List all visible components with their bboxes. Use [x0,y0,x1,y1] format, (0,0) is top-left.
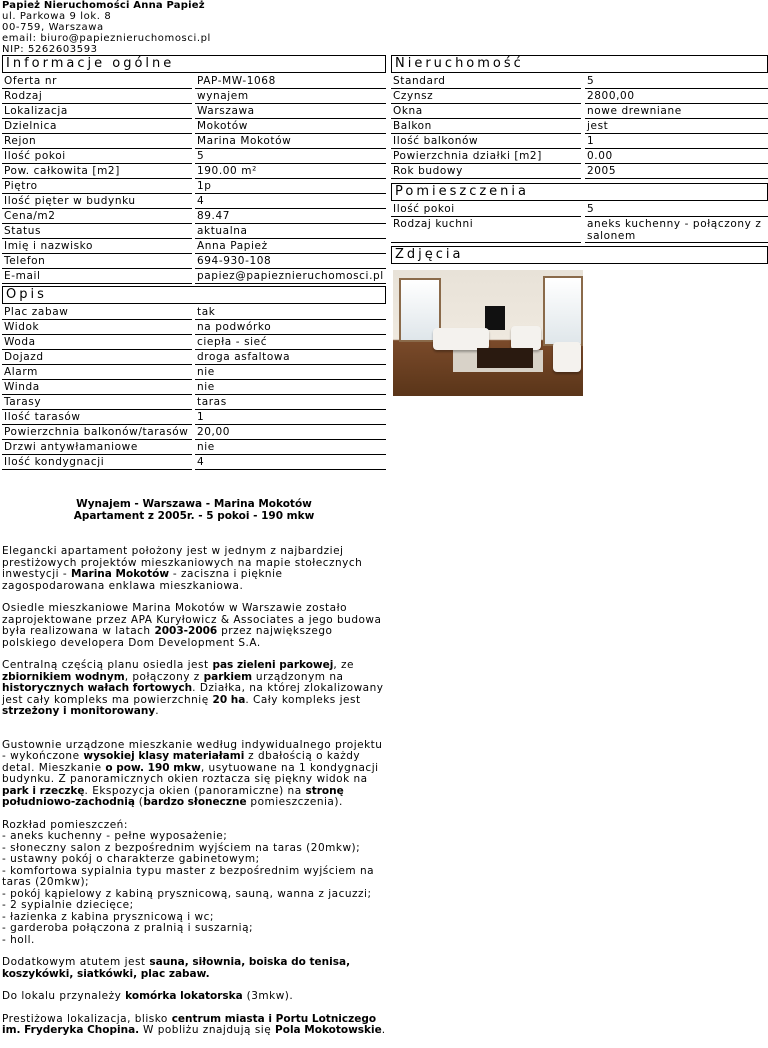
description-title-line-2: Apartament z 2005r. - 5 pokoi - 190 mkw [73,510,315,522]
bold-text: pas zieleni parkowej [212,659,334,671]
general-row [2,120,386,134]
rooms-list-item: - ustawny pokój o charakterze gabinetowym; [2,853,260,865]
general-label: Dzielnica [2,120,192,134]
text: Elegancki apartament położony jest w jednym z najbardziej prestiżowych projektów mieszkaniowych na mapie stołecznych inwestycji - [2,545,363,580]
bold-text: Marina Mokotów [71,568,170,580]
text: Dodatkowym atutem jest [2,956,150,968]
right-column [391,55,768,396]
text: Osiedle mieszkaniowe Marina Mokotów w Warszawie zostało zaprojektowane przez APA Kuryłowicz & Associates a jego budowa była realizowana w latach [2,602,382,637]
bold-text: zbiornikiem wodnym [2,670,125,683]
text: z dbałością o każdy detal. Mieszkanie [2,750,361,774]
general-row [2,225,386,239]
opis-value: taras [195,396,386,410]
opis-label: Ilość tarasów [2,411,192,425]
description-paragraph-8 [2,1014,386,1037]
opis-row [2,306,386,320]
bold-text: sauna, siłownia, boiska do tenisa, koszykówki, siatkówki, plac zabaw. [2,956,351,980]
text: . Działka, na której zlokalizowany jest cały kompleks ma powierzchnię [2,682,384,706]
text: pomieszczenia). [246,796,343,808]
photo-armchair [553,342,581,372]
general-label: Rejon [2,135,192,149]
rooms-list-item: - pokój kąpielowy z kabiną prysznicową, sauną, wanna z jacuzzi; [2,887,372,900]
property-value: 2005 [585,165,768,179]
description [2,498,386,1048]
general-row [2,105,386,119]
opis-value: nie [195,381,386,395]
rooms-list-title: Rozkład pomieszczeń: [2,818,128,831]
bold-text: komórka lokatorska [125,990,243,1002]
property-row [391,165,768,179]
bold-text: centrum miasta i Portu Lotniczego im. Fryderyka Chopina. [2,1012,377,1036]
description-paragraph-3 [2,660,386,718]
general-label: E-mail [2,270,192,284]
property-value: nowe drewniane [585,105,768,119]
general-value: Mokotów [195,120,386,134]
property-row [391,135,768,149]
rooms-value: aneks kuchenny - połączony z salonem [585,218,768,243]
property-label: Czynsz [391,90,581,104]
general-info-table [2,75,386,284]
general-row [2,270,386,284]
general-row [2,240,386,254]
text: Prestiżowa lokalizacja, blisko [2,1012,172,1025]
rooms-list-item: - komfortowa sypialnia typu master z bezpośrednim wyjściem na taras (20mkw); [2,864,375,888]
bold-text: bardzo słoneczne [143,796,247,808]
rooms-row [391,218,768,243]
general-row [2,75,386,89]
general-row [2,255,386,269]
text: Gustownie urządzone mieszkanie według indywidualnego projektu - wykończone [2,738,383,762]
opis-label: Tarasy [2,396,192,410]
bold-text: Pola Mokotowskie [275,1024,382,1036]
text: - zaciszna i pięknie zagospodarowana enklawa mieszkaniowa. [2,568,283,592]
opis-row [2,396,386,410]
general-value: aktualna [195,225,386,239]
opis-row [2,441,386,455]
property-label: Powierzchnia działki [m2] [391,150,581,164]
general-row [2,165,386,179]
opis-row [2,321,386,335]
photo-sofa-right [511,326,541,350]
opis-value: 4 [195,456,386,470]
property-value: 5 [585,75,768,89]
property-row [391,90,768,104]
general-value: 4 [195,195,386,209]
general-value: PAP-MW-1068 [195,75,386,89]
left-column [2,55,386,471]
general-label: Lokalizacja [2,105,192,119]
text: . [155,705,160,717]
property-table [391,75,768,179]
general-row [2,135,386,149]
opis-label: Powierzchnia balkonów/tarasów [2,426,192,440]
property-label: Okna [391,105,581,119]
property-label: Ilość balkonów [391,135,581,149]
opis-table [2,306,386,470]
tax-id: NIP: 5262603593 [2,44,98,55]
text: , połączony z [124,670,204,683]
opis-row [2,456,386,470]
contact-email: email: biuro@papieznieruchomosci.pl [2,33,211,44]
bold-text: stronę południowo-zachodnią [2,784,344,808]
opis-value: 1 [195,411,386,425]
bold-text: o pow. 190 mkw [105,761,201,774]
property-label: Rok budowy [391,165,581,179]
opis-label: Ilość kondygnacji [2,456,192,470]
text: przez największego polskiego developera Dom Development S.A. [2,625,333,649]
address-line-2: 00-759, Warszawa [2,22,104,33]
property-value: jest [585,120,768,134]
rooms-label: Rodzaj kuchni [391,218,581,243]
general-label: Cena/m2 [2,210,192,224]
rooms-label: Ilość pokoi [391,203,581,217]
bold-text: 2003-2006 [154,625,218,637]
description-paragraph-1 [2,546,386,592]
opis-value: nie [195,441,386,455]
description-title-line-1: Wynajem - Warszawa - Marina Mokotów [76,498,312,510]
text: . Cały kompleks jest [245,693,361,706]
opis-value: ciepła - sieć [195,336,386,350]
bold-text: wysokiej klasy materiałami [83,750,245,762]
text: Centralną częścią planu osiedla jest [2,659,213,671]
opis-label: Plac zabaw [2,306,192,320]
general-value: 89.47 [195,210,386,224]
description-paragraph-6 [2,957,386,980]
general-row [2,150,386,164]
bold-text: park i rzeczkę [2,784,85,797]
description-title [2,498,386,522]
general-label: Imię i nazwisko [2,240,192,254]
text: . Ekspozycja okien (panoramiczne) na [84,784,306,797]
general-value: wynajem [195,90,386,104]
general-value: Anna Papież [195,240,386,254]
bold-text: strzeżony i monitorowany [2,705,156,717]
rooms-list-item: - 2 sypialnie dziecięce; [2,899,134,911]
opis-label: Woda [2,336,192,350]
property-row [391,105,768,119]
description-paragraph-4 [2,740,386,809]
general-label: Telefon [2,255,192,269]
general-value: 694-930-108 [195,255,386,269]
general-label: Pow. całkowita [m2] [2,165,192,179]
rooms-list-item: - holl. [2,933,35,946]
general-row [2,195,386,209]
text: . [381,1024,386,1036]
general-value: Warszawa [195,105,386,119]
section-general-title: Informacje ogólne [2,55,386,73]
description-paragraph-7 [2,991,386,1003]
text: , ze [333,659,354,671]
opis-label: Winda [2,381,192,395]
agency-header [2,0,211,55]
property-label: Standard [391,75,581,89]
general-label: Piętro [2,180,192,194]
photo-window-right [543,276,583,346]
general-label: Ilość pięter w budynku [2,195,192,209]
general-label: Rodzaj [2,90,192,104]
general-row [2,180,386,194]
section-opis-title: Opis [2,286,386,304]
property-row [391,150,768,164]
opis-value: tak [195,306,386,320]
opis-value: na podwórko [195,321,386,335]
rooms-table [391,203,768,243]
text: Do lokalu przynależy [2,990,126,1002]
rooms-list-item: - aneks kuchenny - pełne wyposażenie; [2,830,228,842]
opis-value: 20,00 [195,426,386,440]
general-value: 5 [195,150,386,164]
company-name: Papież Nieruchomości Anna Papież [2,0,205,11]
bold-text: historycznych wałach fortowych [2,682,193,694]
rooms-row [391,203,768,217]
photo-coffee-table [477,348,533,368]
rooms-value: 5 [585,203,768,217]
general-label: Oferta nr [2,75,192,89]
opis-label: Dojazd [2,351,192,365]
property-label: Balkon [391,120,581,134]
general-row [2,210,386,224]
opis-value: droga asfaltowa [195,351,386,365]
description-paragraph-2 [2,603,386,649]
opis-row [2,411,386,425]
opis-row [2,336,386,350]
opis-row [2,426,386,440]
rooms-list-item: - garderoba połączona z pralnią i suszarnią; [2,922,254,934]
general-value: 1p [195,180,386,194]
opis-label: Drzwi antywłamaniowe [2,441,192,455]
rooms-list [2,820,386,947]
property-row [391,75,768,89]
property-value: 1 [585,135,768,149]
bold-text: parkiem [203,670,253,683]
property-value: 2800,00 [585,90,768,104]
general-value: 190.00 m² [195,165,386,179]
text: , usytuowane na 1 kondygnacji budynku. Z panoramicznych okien roztacza się piękny widok na [2,761,379,785]
property-value: 0.00 [585,150,768,164]
photo-cabinet [485,306,505,330]
opis-row [2,366,386,380]
address-line-1: ul. Parkowa 9 lok. 8 [2,11,112,22]
opis-row [2,351,386,365]
bold-text: 20 ha [212,693,246,706]
general-value[interactable]: papiez@papieznieruchomosci.pl [195,270,386,284]
opis-label: Widok [2,321,192,335]
property-row [391,120,768,134]
rooms-list-item: - łazienka z kabina prysznicową i wc; [2,910,214,923]
general-label: Status [2,225,192,239]
opis-label: Alarm [2,366,192,380]
text: ( [134,796,144,808]
text: W pobliżu znajdują się [139,1024,276,1036]
opis-row [2,381,386,395]
rooms-list-items [2,830,374,946]
section-property-title: Nieruchomość [391,55,768,73]
text: (3mkw). [242,990,294,1002]
photo-sofa-left [433,328,489,350]
apartment-photo[interactable] [393,270,583,396]
rooms-list-item: - słoneczny salon z bezpośrednim wyjściem na taras (20mkw); [2,841,361,854]
text: urządzonym na [252,670,344,683]
section-rooms-title: Pomieszczenia [391,183,768,201]
section-photos-title: Zdjęcia [391,246,768,264]
general-value: Marina Mokotów [195,135,386,149]
opis-value: nie [195,366,386,380]
general-label: Ilość pokoi [2,150,192,164]
general-row [2,90,386,104]
